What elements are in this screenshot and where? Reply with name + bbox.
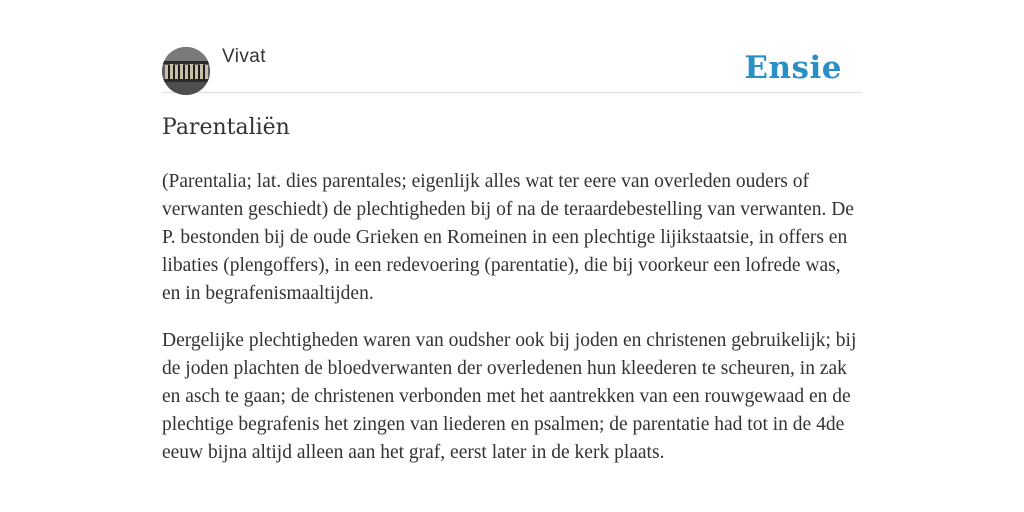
article-page bbox=[162, 0, 862, 463]
page-title: Parentaliën bbox=[162, 115, 290, 140]
author-avatar[interactable] bbox=[162, 47, 210, 95]
paragraph: Dergelijke plechtigheden waren van oudsher ook bij joden en christenen gebruikelijk; bij de joden plachten de bloedverwanten der overledenen hun kleederen te scheuren, in zak en asch te gaan; de christenen verbonden met het aantrekken van een rouwgewaad en de plechtige begrafenis het zingen van liederen en psalmen; de parentatie had tot in de 4de eeuw bijna altijd alleen aan het graf, eerst later in de kerk plaats. bbox=[162, 330, 857, 463]
article-body bbox=[162, 168, 862, 486]
author-name[interactable]: Vivat bbox=[222, 46, 266, 67]
paragraph: (Parentalia; lat. dies parentales; eigenlijk alles wat ter eere van overleden ouders of verwanten geschiedt) de plechtigheden bij of na de teraardebestelling van verwanten. De P. bestonden bij de oude Grieken en Romeinen in een plechtige lijikstaatsie, in offers en libaties (plengoffers), in een redevoering (parentatie), die bij voorkeur een lofrede was, en in begrafenismaaltijden. bbox=[162, 171, 854, 304]
header bbox=[162, 0, 862, 93]
ensie-logo[interactable]: Ensie bbox=[744, 50, 842, 86]
bookshelf-avatar-icon bbox=[162, 47, 210, 95]
